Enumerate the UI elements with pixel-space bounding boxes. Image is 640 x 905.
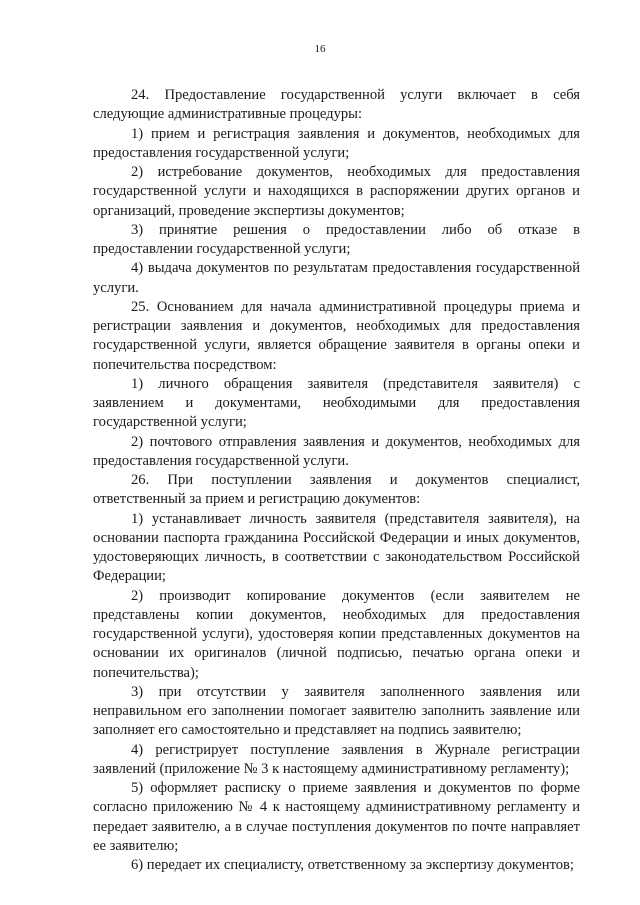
paragraph-26: 26. При поступлении заявления и документов специалист, ответственный за прием и регистрацию документов: bbox=[93, 472, 580, 508]
paragraph-26-item-4: 4) регистрирует поступление заявления в Журнале регистрации заявлений (приложение № 3 к настоящему административному регламенту); bbox=[93, 741, 580, 777]
paragraph-26-item-1: 1) устанавливает личность заявителя (представителя заявителя), на основании паспорта гражданина Российской Федерации и иных документов, удостоверяющих личность, в соответствии с законодательством Российской Федерации; bbox=[93, 510, 580, 585]
paragraph-24: 24. Предоставление государственной услуги включает в себя следующие административные процедуры: bbox=[93, 87, 580, 123]
paragraph-25-item-2: 2) почтового отправления заявления и документов, необходимых для предоставления государственной услуги. bbox=[93, 433, 580, 469]
paragraph-25: 25. Основанием для начала административной процедуры приема и регистрации заявления и документов, необходимых для предоставления государственной услуги, является обращение заявителя в органы опеки и попечительства посредством: bbox=[93, 298, 580, 373]
paragraph-26-item-5: 5) оформляет расписку о приеме заявления и документов по форме согласно приложению № 4 к настоящему административному регламенту и передает заявителю, а в случае поступления документов по почте направляет ее заявителю; bbox=[93, 780, 580, 854]
paragraph-26-item-2: 2) производит копирование документов (если заявителем не представлены копии документов, необходимых для предоставления государственной услуги), удостоверяя копии представленных документов на основании их оригиналов (личной подписью, печатью органа опеки и попечительства); bbox=[93, 587, 580, 681]
paragraph-24-item-1: 1) прием и регистрация заявления и документов, необходимых для предоставления государственной услуги; bbox=[93, 125, 580, 161]
paragraph-24-item-4: 4) выдача документов по результатам предоставления государственной услуги. bbox=[93, 260, 580, 296]
paragraph-24-item-3: 3) принятие решения о предоставлении либо об отказе в предоставлении государственной услуги; bbox=[93, 221, 580, 257]
document-body bbox=[93, 86, 580, 875]
paragraph-24-item-2: 2) истребование документов, необходимых для предоставления государственной услуги и находящихся в распоряжении других органов и организаций, проведение экспертизы документов; bbox=[93, 164, 580, 219]
paragraph-25-item-1: 1) личного обращения заявителя (представителя заявителя) с заявлением и документами, необходимыми для предоставления государственной услуги; bbox=[93, 375, 580, 431]
page-number: 16 bbox=[314, 43, 326, 55]
paragraph-26-item-6: 6) передает их специалисту, ответственному за экспертизу документов; bbox=[131, 857, 574, 873]
paragraph-26-item-3: 3) при отсутствии у заявителя заполненного заявления или неправильном его заполнении помогает заявителю заполнить заявление или заполняет его самостоятельно и представляет на подпись заявителю; bbox=[93, 683, 580, 739]
